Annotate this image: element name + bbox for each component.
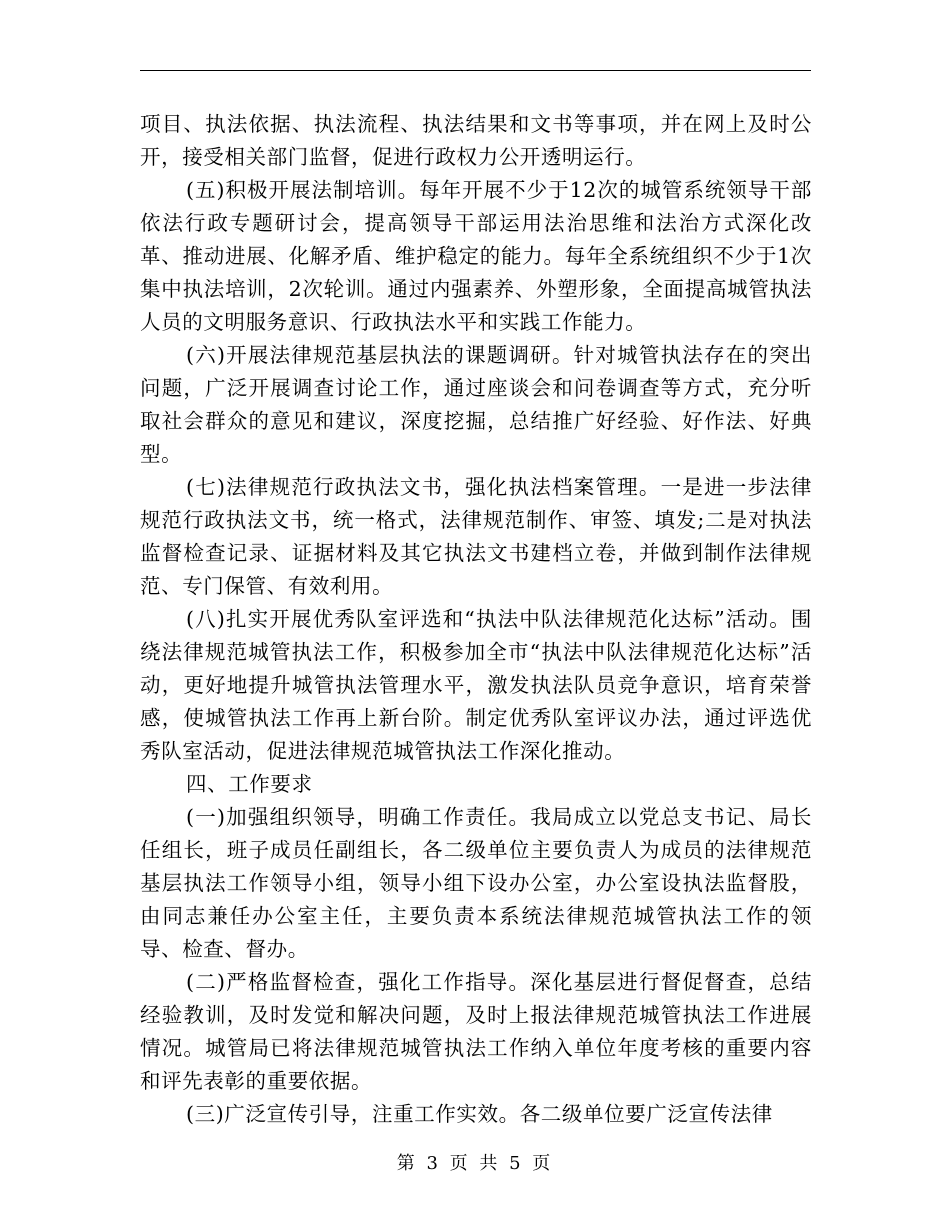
paragraph-documents: (七)法律规范行政执法文书，强化执法档案管理。一是进一步法律规范行政执法文书，统一格式，法律规范制作、审签、填发;二是对执法监督检查记录、证据材料及其它执法文书建档立卷，并做到制作法律规范、专门保管、有效利用。 (140, 475, 812, 598)
paragraph-evaluation: (八)扎实开展优秀队室评选和“执法中队法律规范化达标”活动。围绕法律规范城管执法工作，积极参加全市“执法中队法律规范化达标”活动，更好地提升城管执法管理水平，激发执法队员竞争意识，培育荣誉感，使城管执法工作再上新台阶。制定优秀队室评议办法，通过评选优秀队室活动，促进法律规范城管执法工作深化推动。 (140, 607, 812, 763)
paragraph-publicity: (三)广泛宣传引导，注重工作实效。各二级单位要广泛宣传法律 (186, 1102, 773, 1126)
paragraph-research: (六)开展法律规范基层执法的课题调研。针对城管执法存在的突出问题，广泛开展调查讨论工作，通过座谈会和问卷调查等方式，充分听取社会群众的意见和建议，深度挖掘，总结推广好经验、好作法、好典型。 (140, 343, 812, 466)
section-heading-requirements: 四、工作要求 (186, 772, 313, 796)
paragraph-leadership: (一)加强组织领导，明确工作责任。我局成立以党总支书记、局长任组长，班子成员任副组长，各二级单位主要负责人为成员的法律规范基层执法工作领导小组，领导小组下设办公室，办公室设执法监督股，由同志兼任办公室主任，主要负责本系统法律规范城管执法工作的领导、检查、督办。 (140, 805, 812, 961)
page-number: 第 3 页 共 5 页 (396, 1153, 554, 1174)
paragraph-training: (五)积极开展法制培训。每年开展不少于12次的城管系统领导干部依法行政专题研讨会，提高领导干部运用法治思维和法治方式深化改革、推动进展、化解矛盾、维护稳定的能力。每年全系统组织不少于1次集中执法培训，2次轮训。通过内强素养、外塑形象，全面提高城管执法人员的文明服务意识、行政执法水平和实践工作能力。 (140, 178, 812, 334)
paragraph-supervision: (二)严格监督检查，强化工作指导。深化基层进行督促督查，总结经验教训，及时发觉和解决问题，及时上报法律规范城管执法工作进展情况。城管局已将法律规范城管执法工作纳入单位年度考核的重要内容和评先表彰的重要依据。 (140, 970, 812, 1093)
document-body (140, 108, 812, 1131)
header-rule (140, 70, 811, 71)
paragraph-continued: 项目、执法依据、执法流程、执法结果和文书等事项，并在网上及时公开，接受相关部门监督，促进行政权力公开透明运行。 (140, 112, 812, 169)
